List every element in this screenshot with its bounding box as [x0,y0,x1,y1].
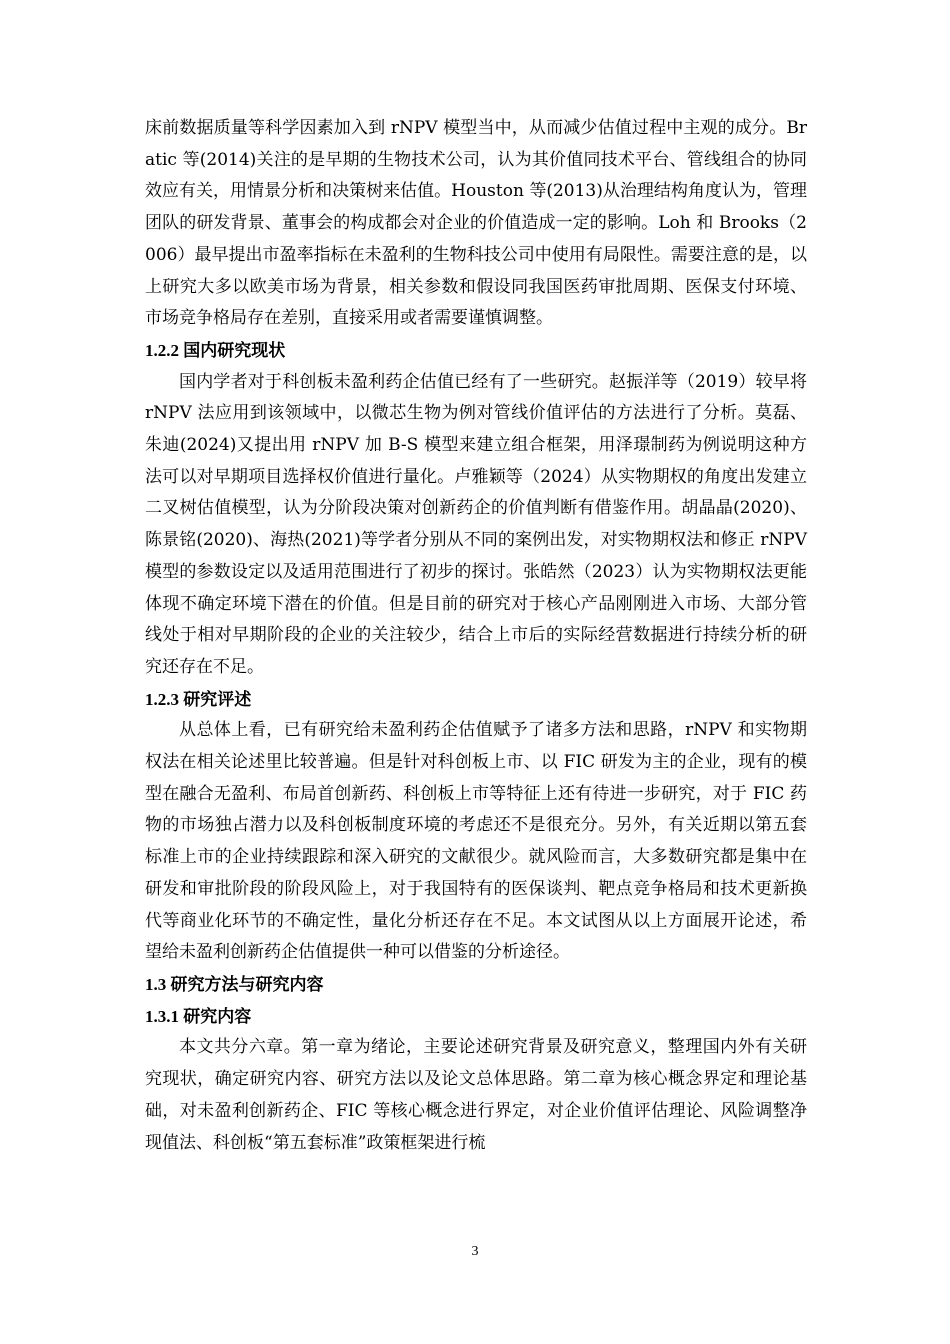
paragraph-domestic-research: 国内学者对于科创板未盈利药企估值已经有了一些研究。赵振洋等（2019）较早将 rNPV 法应用到该领域中，以微芯生物为例对管线价值评估的方法进行了分析。莫磊、朱迪(2024)又提出用 rNPV 加 B-S 模型来建立组合框架，用泽璟制药为例说明这种方法可以对早期项目选择权价值进行量化。卢雅颖等（2024）从实物期权的角度出发建立二叉树估值模型，认为分阶段决策对创新药企的价值判断有借鉴作用。胡晶晶(2020)、陈景铭(2020)、海热(2021)等学者分别从不同的案例出发，对实物期权法和修正 rNPV 模型的参数设定以及适用范围进行了初步的探讨。张皓然（2023）认为实物期权法更能体现不确定环境下潜在的价值。但是目前的研究对于核心产品刚刚进入市场、大部分管线处于相对早期阶段的企业的关注较少，结合上市后的实际经营数据进行持续分析的研究还存在不足。 [145,371,807,677]
paragraph-research-content: 本文共分六章。第一章为绪论，主要论述研究背景及研究意义，整理国内外有关研究现状，确定研究内容、研究方法以及论文总体思路。第二章为核心概念界定和理论基础，对未盈利创新药企、FIC 等核心概念进行界定，对企业价值评估理论、风险调整净现值法、科创板“第五套标准”政策框架进行梳 [145,1037,807,1153]
section-heading-1-2-3: 1.2.3 研究评述 [145,689,252,709]
section-heading-1-2-2: 1.2.2 国内研究现状 [145,340,286,360]
section-heading-1-3-1: 1.3.1 研究内容 [145,1006,252,1026]
page-number: 3 [471,1244,479,1259]
page-content [145,113,807,1159]
section-heading-1-3: 1.3 研究方法与研究内容 [145,974,324,994]
paragraph-foreign-research-end: 床前数据质量等科学因素加入到 rNPV 模型当中，从而减少估值过程中主观的成分。Bratic 等(2014)关注的是早期的生物技术公司，认为其价值同技术平台、管线组合的协同效应有关，用情景分析和决策树来估值。Houston 等(2013)从治理结构角度认为，管理团队的研发背景、董事会的构成都会对企业的价值造成一定的影响。Loh 和 Brooks（2006）最早提出市盈率指标在未盈利的生物科技公司中使用有局限性。需要注意的是，以上研究大多以欧美市场为背景，相关参数和假设同我国医药审批周期、医保支付环境、市场竞争格局存在差别，直接采用或者需要谨慎调整。 [145,118,807,329]
paragraph-research-review: 从总体上看，已有研究给未盈利药企估值赋予了诸多方法和思路，rNPV 和实物期权法在相关论述里比较普遍。但是针对科创板上市、以 FIC 研发为主的企业，现有的模型在融合无盈利、布局首创新药、科创板上市等特征上还有待进一步研究，对于 FIC 药物的市场独占潜力以及科创板制度环境的考虑还不是很充分。另外，有关近期以第五套标准上市的企业持续跟踪和深入研究的文献很少。就风险而言，大多数研究都是集中在研发和审批阶段的阶段风险上，对于我国特有的医保谈判、靶点竞争格局和技术更新换代等商业化环节的不确定性，量化分析还存在不足。本文试图从以上方面展开论述，希望给未盈利创新药企估值提供一种可以借鉴的分析途径。 [145,720,807,963]
